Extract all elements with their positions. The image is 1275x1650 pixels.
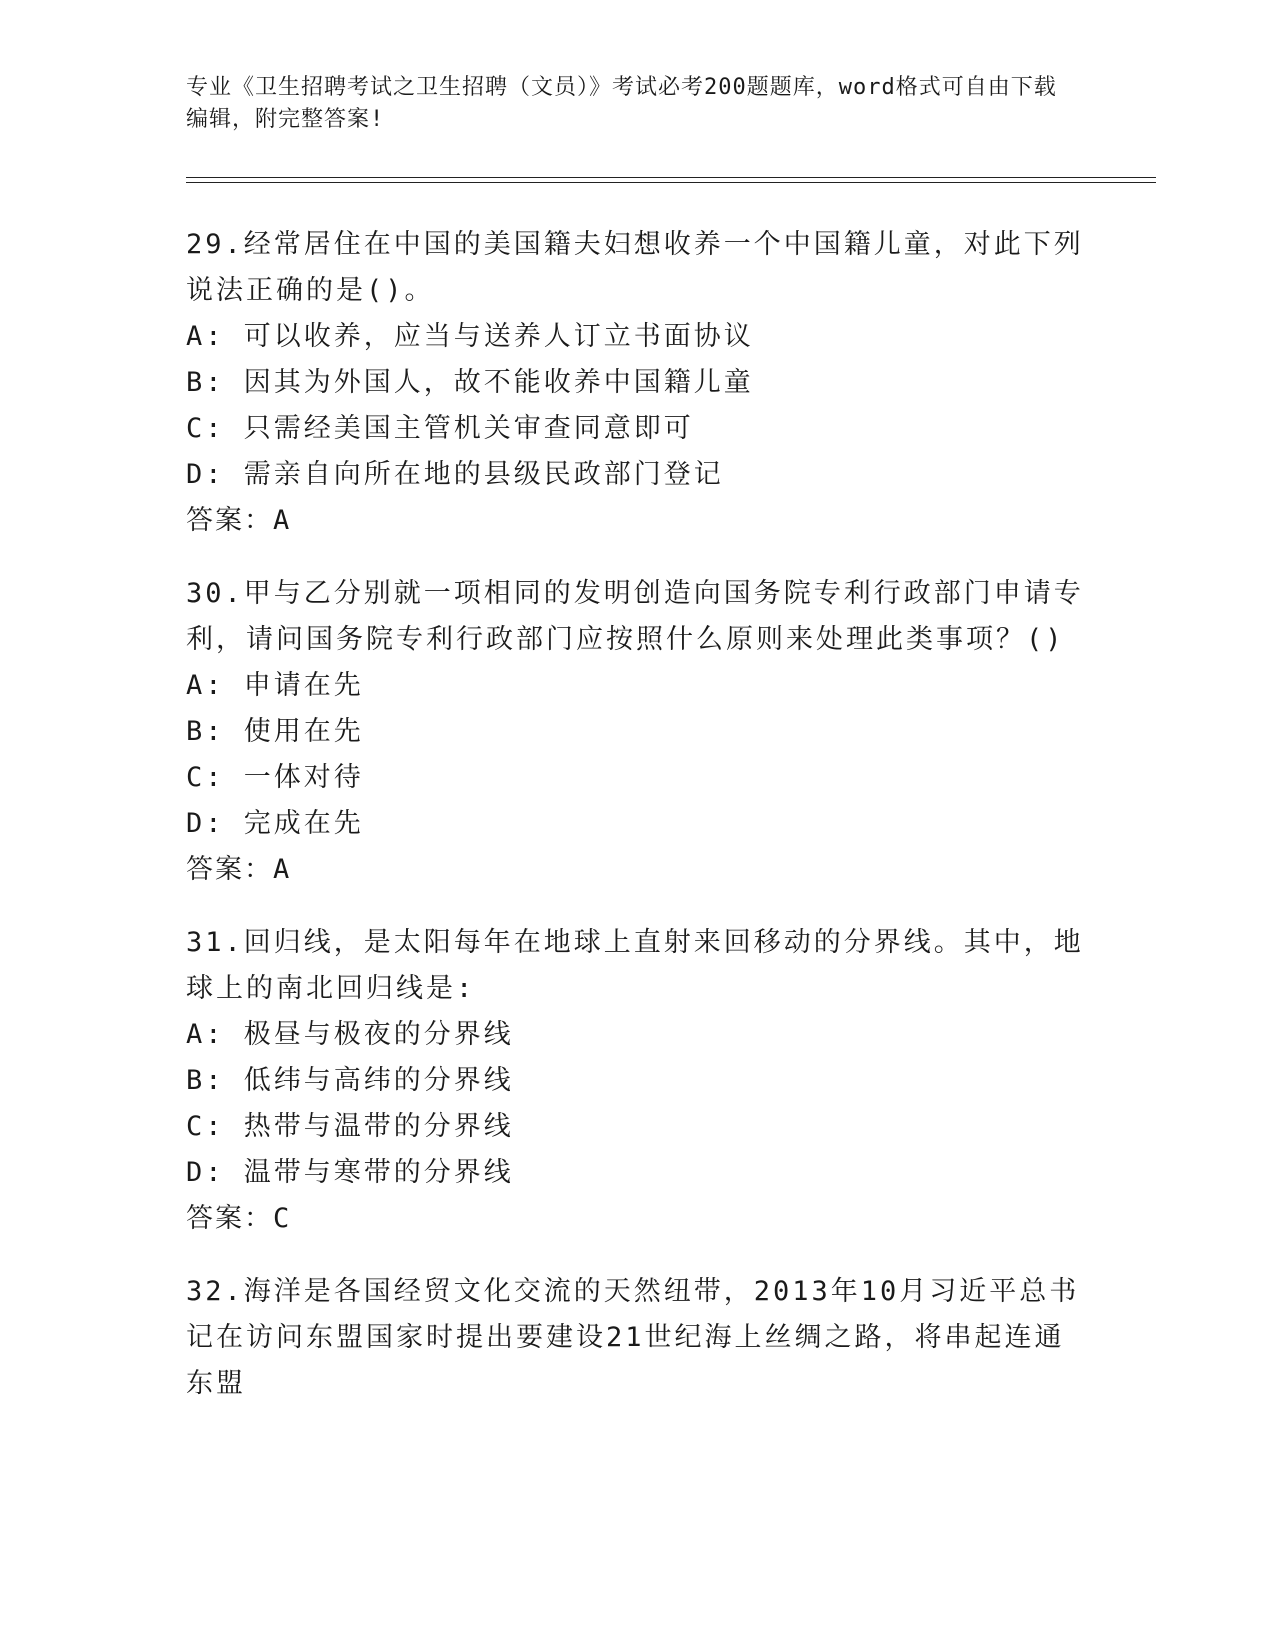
option-a: A: 可以收养，应当与送养人订立书面协议 — [186, 321, 754, 352]
answer-value: A — [273, 505, 292, 536]
option-c: C: 只需经美国主管机关审查同意即可 — [186, 413, 694, 444]
question-32 — [186, 1269, 1086, 1407]
header-divider-bottom — [186, 182, 1156, 183]
answer-line — [186, 847, 1086, 893]
question-30 — [186, 571, 1086, 893]
answer-value: A — [273, 854, 292, 885]
option-c: C: 热带与温带的分界线 — [186, 1111, 514, 1142]
option-a: A: 极昼与极夜的分界线 — [186, 1019, 514, 1050]
header-divider-top — [186, 177, 1156, 178]
answer-line — [186, 1196, 1086, 1242]
option-b: B: 使用在先 — [186, 716, 364, 747]
option-d: D: 完成在先 — [186, 808, 364, 839]
answer-label: 答案： — [186, 505, 273, 536]
answer-line — [186, 498, 1086, 544]
question-stem: 30.甲与乙分别就一项相同的发明创造向国务院专利行政部门申请专利，请问国务院专利行政部门应按照什么原则来处理此类事项？() — [186, 578, 1084, 655]
question-stem: 29.经常居住在中国的美国籍夫妇想收养一个中国籍儿童，对此下列说法正确的是()。 — [186, 229, 1084, 306]
option-d: D: 温带与寒带的分界线 — [186, 1157, 514, 1188]
option-d: D: 需亲自向所在地的县级民政部门登记 — [186, 459, 724, 490]
answer-label: 答案： — [186, 854, 273, 885]
question-stem: 32.海洋是各国经贸文化交流的天然纽带，2013年10月习近平总书记在访问东盟国家时提出要建设21世纪海上丝绸之路，将串起连通东盟 — [186, 1276, 1080, 1399]
option-b: B: 低纬与高纬的分界线 — [186, 1065, 514, 1096]
answer-value: C — [273, 1203, 292, 1234]
question-stem: 31.回归线，是太阳每年在地球上直射来回移动的分界线。其中，地球上的南北回归线是: — [186, 927, 1084, 1004]
option-c: C: 一体对待 — [186, 762, 364, 793]
answer-label: 答案： — [186, 1203, 273, 1234]
document-header: 专业《卫生招聘考试之卫生招聘（文员）》考试必考200题题库，word格式可自由下载编辑，附完整答案! — [186, 75, 1057, 132]
question-29 — [186, 222, 1086, 544]
option-b: B: 因其为外国人，故不能收养中国籍儿童 — [186, 367, 754, 398]
question-31 — [186, 920, 1086, 1242]
option-a: A: 申请在先 — [186, 670, 364, 701]
